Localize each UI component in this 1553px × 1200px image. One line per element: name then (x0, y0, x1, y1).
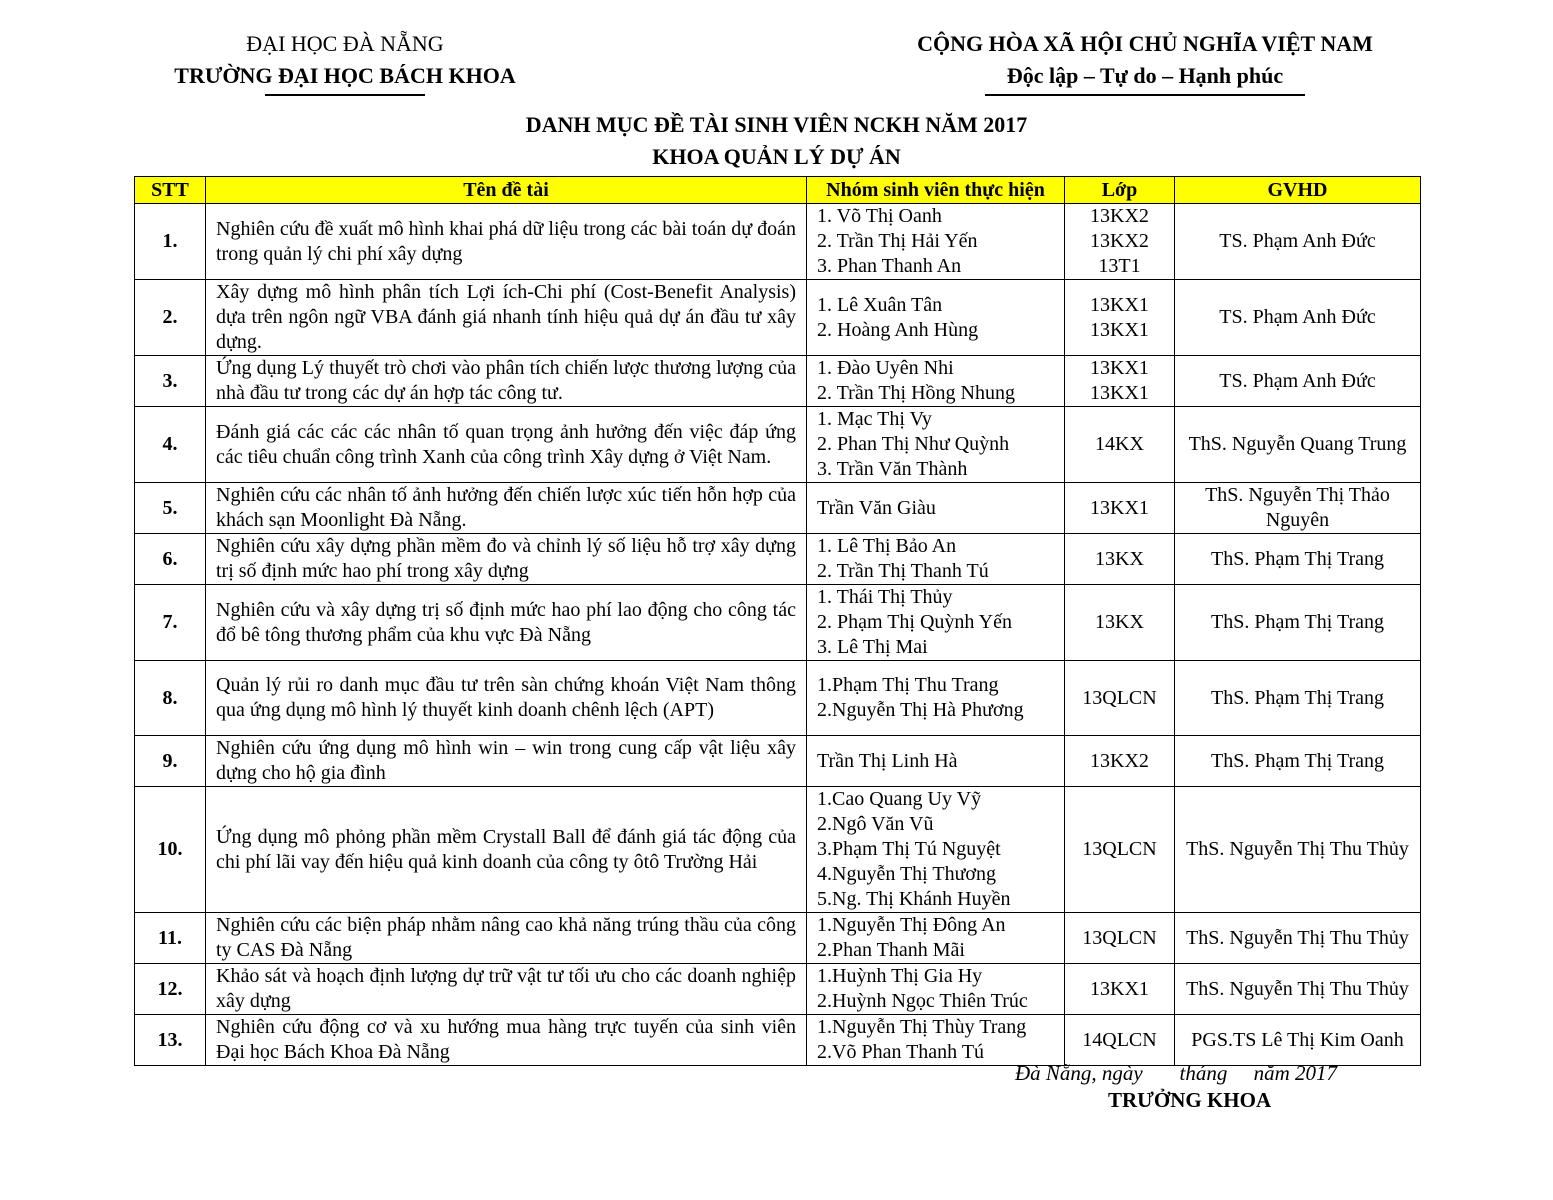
student-name: 3. Trần Văn Thành (817, 458, 968, 480)
student-name: 1. Thái Thị Thủy (817, 586, 953, 608)
student-name: 1.Nguyễn Thị Thùy Trang (817, 1016, 1027, 1038)
student-group (807, 964, 1065, 1015)
student-name: 1.Huỳnh Thị Gia Hy (817, 965, 983, 987)
row-number: 13. (135, 1015, 206, 1066)
class-code: 13T1 (1098, 255, 1141, 277)
student-group (807, 736, 1065, 787)
topic-title: Nghiên cứu các biện pháp nhằm nâng cao khả năng trúng thầu của công ty CAS Đà Nẵng (206, 913, 807, 964)
class-code: 13KX2 (1090, 230, 1149, 252)
student-group (807, 356, 1065, 407)
advisor-name: ThS. Nguyễn Thị Thu Thủy (1175, 913, 1421, 964)
class-code: 13KX1 (1090, 382, 1149, 404)
class-cell (1065, 736, 1175, 787)
national-title: CỘNG HÒA XÃ HỘI CHỦ NGHĨA VIỆT NAM (917, 31, 1373, 56)
row-number: 3. (135, 356, 206, 407)
table-row (135, 1015, 1421, 1066)
advisor-name: ThS. Phạm Thị Trang (1175, 585, 1421, 661)
advisor-name: PGS.TS Lê Thị Kim Oanh (1175, 1015, 1421, 1066)
advisor-name: ThS. Phạm Thị Trang (1175, 534, 1421, 585)
advisor-name: TS. Phạm Anh Đức (1175, 204, 1421, 280)
row-number: 9. (135, 736, 206, 787)
row-number: 8. (135, 661, 206, 736)
student-name: 3. Lê Thị Mai (817, 636, 928, 658)
student-group (807, 787, 1065, 913)
student-group (807, 204, 1065, 280)
student-name: 1. Đào Uyên Nhi (817, 357, 954, 379)
class-cell (1065, 204, 1175, 280)
university-name: ĐẠI HỌC ĐÀ NẴNG (246, 31, 444, 56)
student-name: 2. Hoàng Anh Hùng (817, 318, 979, 341)
student-name: 2.Phan Thanh Mãi (817, 939, 965, 961)
student-name: 2. Phạm Thị Quỳnh Yến (817, 611, 1012, 633)
row-number: 5. (135, 483, 206, 534)
student-group (807, 483, 1065, 534)
class-cell (1065, 787, 1175, 913)
topic-title: Ứng dụng mô phỏng phần mềm Crystall Ball để đánh giá tác động của chi phí lãi vay đến hiệu quả kinh doanh của công ty ôtô Trường Hải (206, 787, 807, 913)
row-number: 10. (135, 787, 206, 913)
class-cell (1065, 661, 1175, 736)
row-number: 7. (135, 585, 206, 661)
advisor-name: ThS. Phạm Thị Trang (1175, 661, 1421, 736)
advisor-name: TS. Phạm Anh Đức (1175, 280, 1421, 356)
table-row (135, 356, 1421, 407)
student-group (807, 585, 1065, 661)
table-row (135, 280, 1421, 356)
class-code: 13KX1 (1090, 293, 1149, 316)
topics-table (134, 176, 1421, 1066)
student-group (807, 407, 1065, 483)
class-code: 13KX (1095, 611, 1144, 633)
student-group (807, 280, 1065, 356)
signer-title: TRƯỞNG KHOA (1108, 1088, 1272, 1112)
header-left-underline (265, 94, 425, 96)
student-name: 1. Lê Xuân Tân (817, 293, 943, 316)
class-code: 13KX2 (1090, 749, 1149, 772)
student-name: 2. Trần Thị Hải Yến (817, 230, 978, 252)
student-name: 5.Ng. Thị Khánh Huyền (817, 888, 1011, 910)
class-cell (1065, 1015, 1175, 1066)
student-group (807, 661, 1065, 736)
class-code: 13KX2 (1090, 205, 1149, 227)
class-code: 13KX1 (1090, 318, 1149, 341)
class-code: 14QLCN (1082, 1028, 1157, 1051)
row-number: 11. (135, 913, 206, 964)
national-motto: Độc lập – Tự do – Hạnh phúc (1006, 63, 1284, 88)
student-name: 2.Nguyễn Thị Hà Phương (817, 699, 1024, 721)
column-header-topic: Tên đề tài (206, 177, 807, 204)
header-left (150, 28, 540, 96)
topic-title: Xây dựng mô hình phân tích Lợi ích-Chi phí (Cost-Benefit Analysis) dựa trên ngôn ngữ VBA đánh giá nhanh tính hiệu quả dự án đầu tư xây dựng. (206, 280, 807, 356)
row-number: 4. (135, 407, 206, 483)
table-row (135, 534, 1421, 585)
student-group (807, 913, 1065, 964)
student-name: 2.Võ Phan Thanh Tú (817, 1041, 985, 1063)
advisor-name: TS. Phạm Anh Đức (1175, 356, 1421, 407)
advisor-name: ThS. Nguyễn Thị Thu Thủy (1175, 964, 1421, 1015)
class-cell (1065, 964, 1175, 1015)
student-name: 1.Cao Quang Uy Vỹ (817, 788, 982, 810)
topic-title: Nghiên cứu đề xuất mô hình khai phá dữ liệu trong các bài toán dự đoán trong quản lý chi phí xây dựng (206, 204, 807, 280)
student-name: Trần Thị Linh Hà (817, 749, 958, 772)
table-row (135, 483, 1421, 534)
student-name: 1. Mạc Thị Vy (817, 408, 932, 430)
student-name: 2. Phan Thị Như Quỳnh (817, 433, 1010, 455)
student-name: 1. Võ Thị Oanh (817, 205, 942, 227)
class-cell (1065, 913, 1175, 964)
class-code: 13KX1 (1090, 496, 1149, 519)
topic-title: Nghiên cứu động cơ và xu hướng mua hàng trực tuyến của sinh viên Đại học Bách Khoa Đà Nẵng (206, 1015, 807, 1066)
student-name: 2. Trần Thị Thanh Tú (817, 560, 989, 582)
student-group (807, 1015, 1065, 1066)
class-code: 13KX (1095, 547, 1144, 570)
class-code: 13KX1 (1090, 357, 1149, 379)
table-row (135, 964, 1421, 1015)
student-name: 3.Phạm Thị Tú Nguyệt (817, 838, 1001, 860)
class-code: 13KX1 (1090, 977, 1149, 1000)
table-header-row (135, 177, 1421, 204)
row-number: 1. (135, 204, 206, 280)
class-cell (1065, 483, 1175, 534)
topic-title: Quản lý rủi ro danh mục đầu tư trên sàn chứng khoán Việt Nam thông qua ứng dụng mô hình lý thuyết kinh doanh chênh lệch (APT) (206, 661, 807, 736)
class-code: 13QLCN (1082, 686, 1157, 709)
column-header-stt: STT (135, 177, 206, 204)
signature-date-line: Đà Nẵng, ngày tháng năm 2017 (1015, 1061, 1337, 1085)
row-number: 6. (135, 534, 206, 585)
faculty-school-name: TRƯỜNG ĐẠI HỌC BÁCH KHOA (174, 63, 516, 88)
student-name: 2.Ngô Văn Vũ (817, 813, 934, 835)
document-title: DANH MỤC ĐỀ TÀI SINH VIÊN NCKH NĂM 2017 (525, 112, 1028, 137)
header-right-underline (985, 94, 1305, 96)
topic-title: Nghiên cứu và xây dựng trị số định mức hao phí lao động cho công tác đổ bê tông thương phẩm của khu vực Đà Nẵng (206, 585, 807, 661)
student-name: 2.Huỳnh Ngọc Thiên Trúc (817, 990, 1028, 1012)
class-cell (1065, 280, 1175, 356)
class-code: 13QLCN (1082, 838, 1157, 860)
row-number: 2. (135, 280, 206, 356)
class-cell (1065, 585, 1175, 661)
student-name: 3. Phan Thanh An (817, 255, 962, 277)
column-header-advisor: GVHD (1175, 177, 1421, 204)
row-number: 12. (135, 964, 206, 1015)
student-name: 1. Lê Thị Bảo An (817, 535, 957, 557)
student-name: Trần Văn Giàu (817, 496, 936, 519)
student-name: 1.Phạm Thị Thu Trang (817, 674, 999, 696)
student-group (807, 534, 1065, 585)
document-subtitle: KHOA QUẢN LÝ DỰ ÁN (652, 144, 901, 169)
table-row (135, 585, 1421, 661)
student-name: 1.Nguyễn Thị Đông An (817, 914, 1006, 936)
topic-title: Nghiên cứu ứng dụng mô hình win – win trong cung cấp vật liệu xây dựng cho hộ gia đình (206, 736, 807, 787)
advisor-name: ThS. Nguyễn Thị Thảo Nguyên (1175, 483, 1421, 534)
table-row (135, 787, 1421, 913)
header-right (880, 28, 1410, 96)
advisor-name: ThS. Phạm Thị Trang (1175, 736, 1421, 787)
topic-title: Khảo sát và hoạch định lượng dự trữ vật tư tối ưu cho các doanh nghiệp xây dựng (206, 964, 807, 1015)
student-name: 2. Trần Thị Hồng Nhung (817, 382, 1015, 404)
column-header-members: Nhóm sinh viên thực hiện (807, 177, 1065, 204)
topic-title: Nghiên cứu các nhân tố ảnh hưởng đến chiến lược xúc tiến hỗn hợp của khách sạn Moonlight Đà Nẵng. (206, 483, 807, 534)
class-code: 14KX (1095, 433, 1144, 455)
table-row (135, 736, 1421, 787)
table-row (135, 913, 1421, 964)
advisor-name: ThS. Nguyễn Quang Trung (1175, 407, 1421, 483)
class-code: 13QLCN (1082, 926, 1157, 949)
class-cell (1065, 534, 1175, 585)
class-cell (1065, 407, 1175, 483)
topic-title: Nghiên cứu xây dựng phần mềm đo và chỉnh lý số liệu hỗ trợ xây dựng trị số định mức hao phí trong xây dựng (206, 534, 807, 585)
table-row (135, 661, 1421, 736)
advisor-name: ThS. Nguyễn Thị Thu Thủy (1175, 787, 1421, 913)
table-row (135, 204, 1421, 280)
student-name: 4.Nguyễn Thị Thương (817, 863, 997, 885)
table-row (135, 407, 1421, 483)
column-header-class: Lớp (1065, 177, 1175, 204)
topic-title: Ứng dụng Lý thuyết trò chơi vào phân tích chiến lược thương lượng của nhà đầu tư trong các dự án hợp tác công tư. (206, 356, 807, 407)
class-cell (1065, 356, 1175, 407)
topic-title: Đánh giá các các các nhân tố quan trọng ảnh hưởng đến việc đáp ứng các tiêu chuẩn công trình Xanh của công trình Xây dựng ở Việt Nam. (206, 407, 807, 483)
